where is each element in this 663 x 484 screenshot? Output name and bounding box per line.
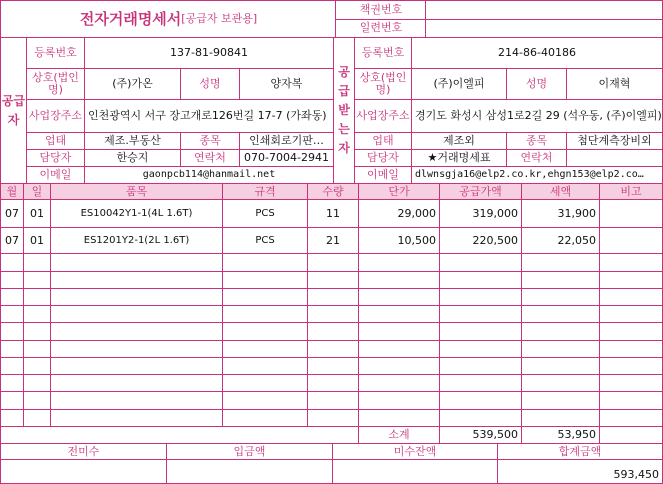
receiver-manager-label: 담당자 [367,151,399,164]
balance-value [333,460,497,482]
grid-line [27,149,333,150]
row2-unit-price: 10,500 [397,233,436,247]
grid-line [355,68,662,69]
book-number-label: 책권번호 [359,3,403,16]
deposit-label: 입금액 [233,444,266,458]
row1-day: 01 [30,206,44,220]
receiver-rep-label: 성명 [525,77,548,90]
grid-line [27,68,333,69]
grid-line [180,68,181,100]
row1-unit-price: 29,000 [397,206,436,220]
receiver-side-label: 공급받는자 [338,65,350,155]
grid-line [566,68,567,100]
grid-line [27,99,333,100]
receiver-name-label: 상호(법인명) [359,71,407,96]
row1-supply: 319,000 [472,206,518,220]
supplier-addr-label: 사업장주소 [28,109,83,122]
grid-line [358,183,359,444]
col-tax: 세액 [549,184,572,198]
grid-line [354,37,355,184]
row2-day: 01 [30,233,44,247]
receiver-biz: 제조외 [443,134,475,147]
supplier-phone-label: 연락처 [194,151,226,164]
grid-line [1,459,662,460]
grid-line [1,374,662,375]
supplier-biz-label: 업태 [44,134,67,147]
grid-line [355,166,662,167]
book-number-value [426,1,662,19]
supplier-name: (주)가온 [112,77,153,90]
supplier-manager: 한승지 [116,151,149,164]
grid-line [411,37,412,184]
row1-note [600,200,662,227]
unpaid-value [1,460,166,482]
grid-line [336,19,662,20]
supplier-rep: 양자복 [270,77,303,90]
grid-line [1,409,662,410]
grid-line [239,68,240,100]
col-day: 일 [31,184,43,198]
row1-month: 07 [5,206,19,220]
total-label: 합계금액 [558,444,602,458]
row1-tax: 31,900 [557,206,596,220]
grid-line [1,340,662,341]
grid-line [355,149,662,150]
col-supply: 공급가액 [459,184,502,198]
receiver-manager: ★거래명세표 [427,151,491,164]
row1-qty: 11 [326,206,340,220]
col-qty: 수량 [322,184,344,198]
grid-line [1,357,662,358]
grid-line [26,37,27,184]
receiver-rep: 이재혁 [598,77,631,90]
title-sub: [공급자 보관용] [181,12,258,25]
row1-item: ES10042Y1-1(4L 1.6T) [80,207,193,219]
receiver-phone [567,150,662,166]
grid-line [1,271,662,272]
grid-line [599,183,600,444]
row2-item: ES1201Y2-1(2L 1.6T) [83,234,190,246]
grid-line [84,37,85,184]
supplier-email-label: 이메일 [39,168,72,181]
deposit-value [167,460,332,482]
receiver-item-label: 종목 [525,134,548,147]
supplier-biz: 제조.부동산 [104,134,161,147]
grid-line [166,443,167,483]
subtotal-label: 소계 [388,428,410,441]
receiver-name: (주)이엘피 [433,77,485,90]
grid-line [332,443,333,483]
grid-line [1,426,662,427]
receiver-reg-number: 214-86-40186 [498,46,576,59]
unpaid-label: 전미수 [67,444,100,458]
supplier-email: gaonpcb114@hanmail.net [142,169,276,180]
row2-month: 07 [5,233,19,247]
grid-line [1,183,662,184]
receiver-address: 경기도 화성시 삼성1로2길 29 (석우동, (주)이엘피) [415,109,662,122]
supplier-reg-number: 137-81-90841 [170,46,248,59]
grid-line [1,391,662,392]
subtotal-tax: 53,950 [557,428,596,441]
col-spec: 규격 [254,184,276,198]
col-unit-price: 단가 [388,184,410,198]
grid-line [27,132,333,133]
row1-spec: PCS [255,207,275,219]
receiver-item: 첨단계측장비외 [577,134,652,147]
grid-line [521,183,522,444]
grid-line [497,443,498,483]
grid-line [1,288,662,289]
supplier-phone: 070-7004-2941 [244,151,329,164]
receiver-email-label: 이메일 [367,168,399,181]
supplier-manager-label: 담당자 [39,151,72,164]
grid-line [1,322,662,323]
grid-line [1,305,662,306]
receiver-reg-label: 등록번호 [361,46,405,59]
receiver-email: dlwnsgja16@elp2.co.kr,ehgn153@elp2.co… [415,169,644,180]
grid-line [1,227,662,228]
balance-label: 미수잔액 [393,444,437,458]
col-month: 월 [6,184,18,198]
title-main: 전자거래명세서 [79,10,182,28]
grid-line [1,199,662,200]
grid-line [355,132,662,133]
supplier-side-label: 공급자 [1,93,26,127]
row2-spec: PCS [255,234,275,246]
receiver-biz-label: 업태 [372,134,394,147]
receiver-phone-label: 연락처 [520,151,553,164]
grid-line [439,183,440,444]
supplier-reg-label: 등록번호 [34,46,77,59]
total-value: 593,450 [613,468,659,481]
row2-note [600,228,662,253]
supplier-item: 인쇄회로기판… [249,134,324,147]
serial-number-label: 일련번호 [359,21,403,34]
grid-line [1,253,662,254]
row2-qty: 21 [326,233,340,247]
grid-line [355,99,662,100]
supplier-item-label: 종목 [199,134,221,147]
col-item: 품목 [125,184,148,198]
grid-line [1,37,662,38]
receiver-addr-label: 사업장주소 [356,109,410,122]
row2-tax: 22,050 [557,233,596,247]
serial-number-value [426,19,662,37]
supplier-rep-label: 성명 [199,77,221,90]
grid-line [333,37,334,184]
supplier-address: 인천광역시 서구 장고개로126번길 17-7 (가좌동) [88,109,327,122]
subtotal-supply: 539,500 [472,428,518,441]
supplier-name-label: 상호(법인명) [32,71,79,96]
document-title [1,1,336,37]
grid-line [506,68,507,100]
col-note: 비고 [620,184,642,198]
row2-supply: 220,500 [472,233,518,247]
grid-line [27,166,333,167]
